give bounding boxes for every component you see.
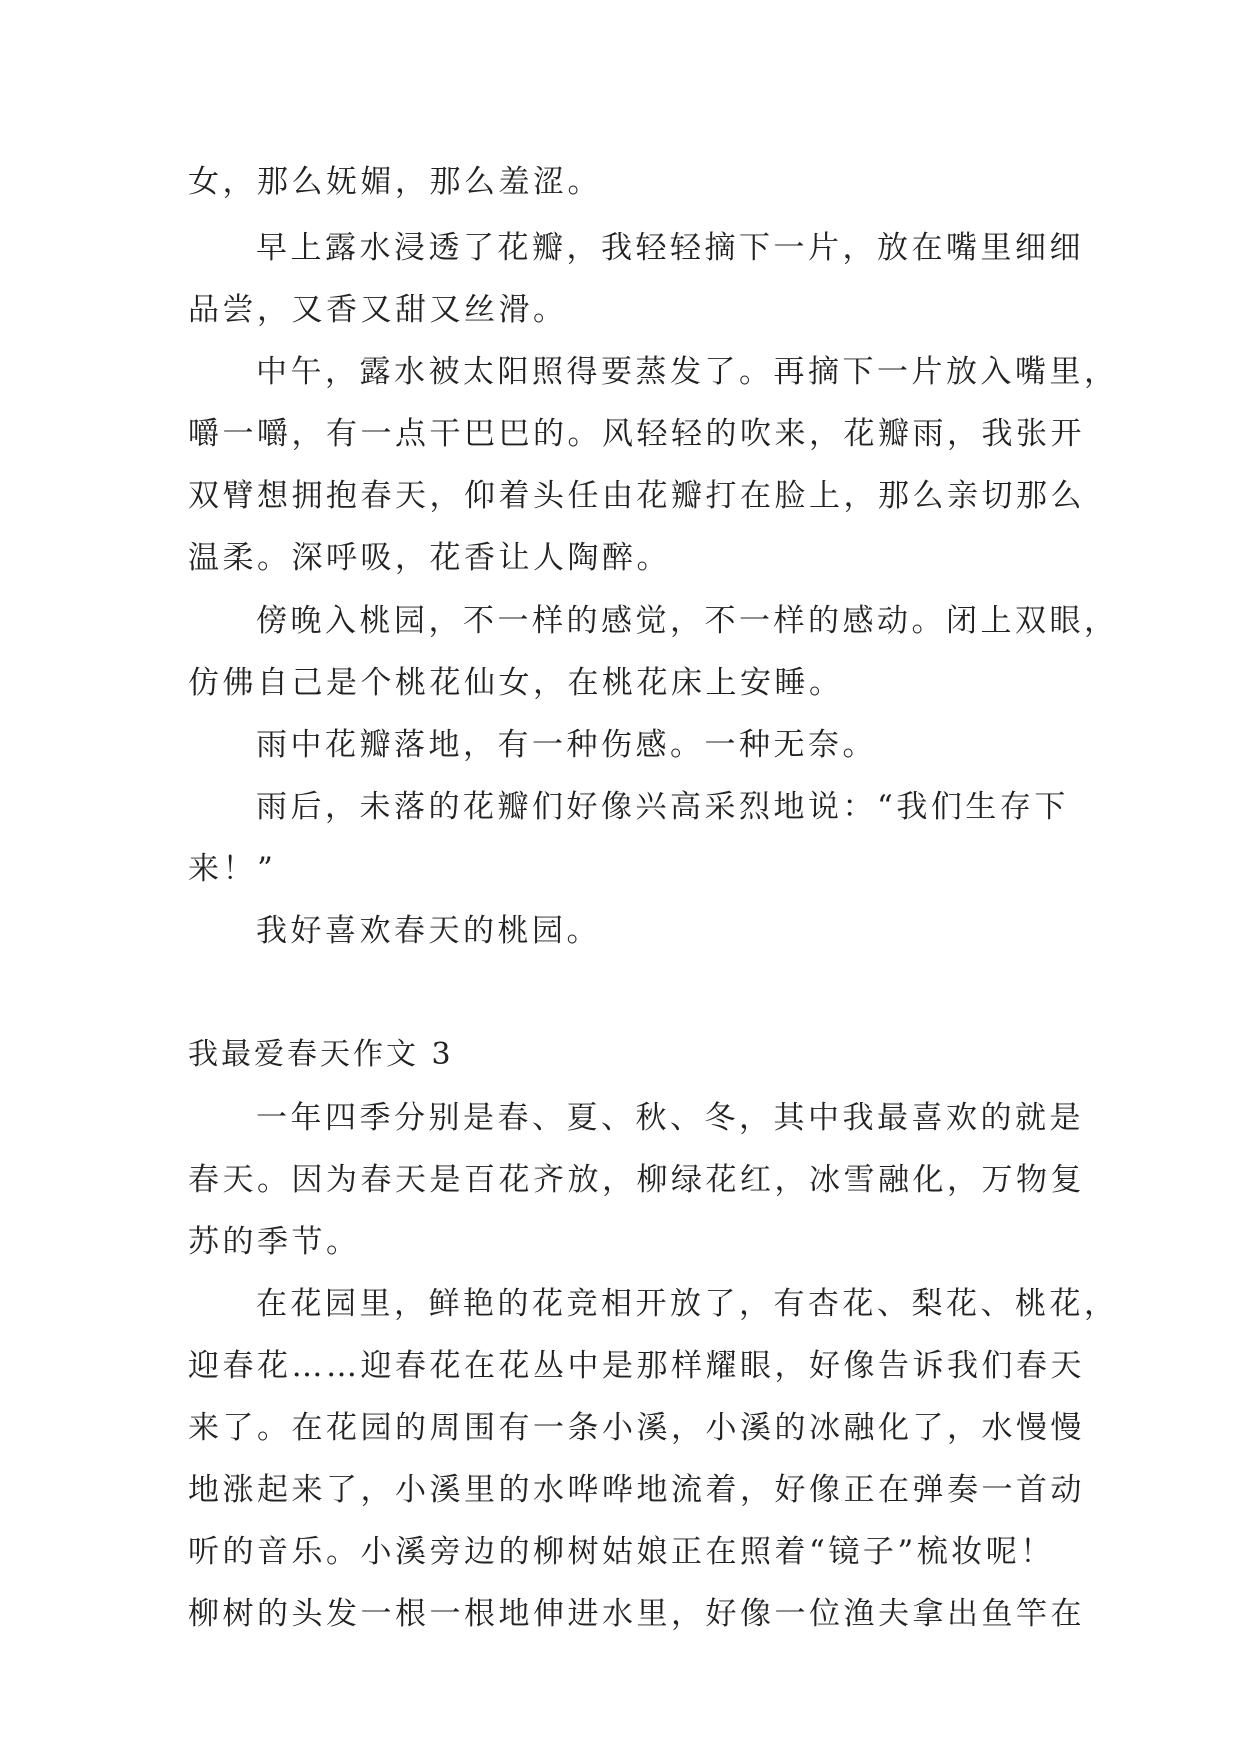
text-line: 嚼一嚼，有一点干巴巴的。风轻轻的吹来，花瓣雨，我张开 xyxy=(188,416,1085,452)
text-line: 柳树的头发一根一根地伸进水里，好像一位渔夫拿出鱼竿在 xyxy=(188,1596,1085,1632)
text-line: 来！” xyxy=(188,851,277,887)
paragraph-start: 雨后，未落的花瓣们好像兴高采烈地说：“我们生存下 xyxy=(256,789,1069,825)
text-line: 品尝，又香又甜又丝滑。 xyxy=(188,292,568,328)
text-line: 迎春花……迎春花在花丛中是那样耀眼，好像告诉我们春天 xyxy=(188,1348,1085,1384)
paragraph-start: 雨中花瓣落地，有一种伤感。一种无奈。 xyxy=(256,727,877,763)
text-line: 仿佛自己是个桃花仙女，在桃花床上安睡。 xyxy=(188,665,844,701)
paragraph-start: 在花园里，鲜艳的花竞相开放了，有杏花、梨花、桃花， xyxy=(256,1286,1119,1322)
text-line: 双臂想拥抱春天，仰着头任由花瓣打在脸上，那么亲切那么 xyxy=(188,478,1085,514)
section-heading: 我最爱春天作文 3 xyxy=(188,1037,454,1072)
text-line: 女，那么妩媚，那么羞涩。 xyxy=(188,164,602,200)
text-line: 温柔。深呼吸，花香让人陶醉。 xyxy=(188,540,671,576)
text-line: 春天。因为春天是百花齐放，柳绿花红，冰雪融化，万物复 xyxy=(188,1162,1085,1198)
paragraph-start: 一年四季分别是春、夏、秋、冬，其中我最喜欢的就是 xyxy=(256,1100,1084,1136)
text-line: 地涨起来了，小溪里的水哗哗地流着，好像正在弹奏一首动 xyxy=(188,1472,1085,1508)
paragraph-start: 我好喜欢春天的桃园。 xyxy=(256,913,601,949)
text-line: 苏的季节。 xyxy=(188,1224,361,1260)
paragraph-start: 中午，露水被太阳照得要蒸发了。再摘下一片放入嘴里， xyxy=(256,354,1119,390)
text-line: 听的音乐。小溪旁边的柳树姑娘正在照着“镜子”梳妆呢！ xyxy=(188,1534,1055,1570)
document-page xyxy=(188,0,1119,1754)
text-line: 来了。在花园的周围有一条小溪，小溪的冰融化了，水慢慢 xyxy=(188,1410,1085,1446)
paragraph-start: 傍晚入桃园，不一样的感觉，不一样的感动。闭上双眼， xyxy=(256,603,1119,639)
paragraph-start: 早上露水浸透了花瓣，我轻轻摘下一片，放在嘴里细细 xyxy=(256,230,1084,266)
